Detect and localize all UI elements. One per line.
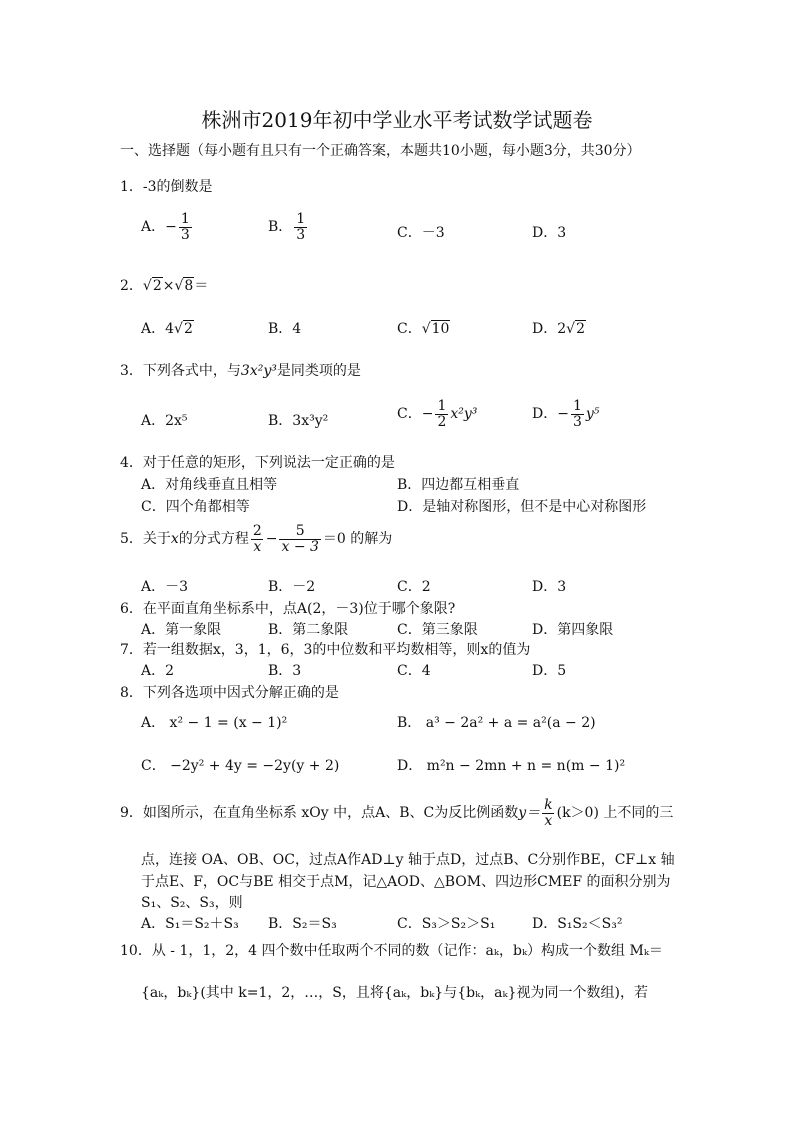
question-2-option-c [397, 318, 450, 338]
denominator: 2 [437, 413, 447, 430]
math-expression: 3x²y³ [240, 363, 277, 379]
question-2-stem [120, 275, 208, 295]
question-9-line-2: 点，连接 OA、OB、OC，过点A作AD⊥y 轴于点D，过点B、C分别作BE，CF⊥x 轴 [141, 852, 675, 868]
question-9-line-4: S₁、S₂、S₃，则 [141, 895, 243, 911]
section-heading: 一、选择题（每小题有且只有一个正确答案，本题共10小题，每小题3分，共30分） [120, 143, 641, 159]
sqrt-expression: √10 [421, 321, 450, 337]
denominator: x − 3 [281, 538, 319, 555]
denominator: 3 [296, 226, 306, 243]
stem-text: (k＞0) 上不同的三 [556, 805, 674, 822]
question-6-option-c: C．第三象限 [397, 622, 478, 638]
fraction [294, 212, 307, 242]
option-label: D． [532, 406, 558, 423]
question-7-option-c: C．4 [397, 663, 431, 679]
fraction [251, 524, 264, 554]
question-3-option-a: A．2x⁵ [141, 413, 188, 429]
question-5-stem [120, 524, 392, 554]
minus-sign: − [557, 406, 569, 423]
variable: x [170, 531, 179, 548]
denominator: 3 [180, 226, 190, 243]
times-sign: × [162, 278, 175, 294]
math-expression: y⁵ [585, 406, 600, 423]
question-4-stem: 4．对于任意的矩形，下列说法一定正确的是 [120, 455, 395, 471]
numerator: 1 [437, 398, 447, 414]
option-label: C． [397, 406, 422, 423]
equals-sign: ＝ [194, 278, 209, 294]
minus-sign: − [421, 406, 434, 423]
option-label: C． [397, 321, 422, 337]
stem-text: 9．如图所示，在直角坐标系 xOy 中，点A、B、C为反比例函数 [120, 805, 519, 822]
question-5-option-b: B．－2 [268, 579, 316, 595]
question-7-option-a: A．2 [141, 663, 175, 679]
math-expression: x²y³ [450, 406, 478, 423]
numerator: 2 [252, 523, 262, 539]
question-7-option-b: B．3 [268, 663, 302, 679]
sqrt-expression: √8 [174, 278, 194, 294]
sqrt-expression: √2 [174, 321, 193, 337]
question-1-option-d: D．3 [532, 225, 567, 241]
denominator: x [544, 812, 553, 829]
question-4-option-a: A．对角线垂直且相等 [141, 477, 278, 493]
numerator: 1 [296, 211, 306, 227]
option-label: B． [268, 219, 293, 236]
option-label: A． [141, 219, 166, 236]
stem-text: ＝0 的解为 [322, 531, 393, 548]
option-label: A．4 [141, 321, 175, 337]
fraction [542, 798, 554, 828]
radicand: 8 [184, 278, 194, 294]
question-4-option-c: C．四个角都相等 [141, 499, 250, 515]
question-6-stem: 6．在平面直角坐标系中，点A(2，－3)位于哪个象限? [120, 601, 456, 617]
stem-text: 3．下列各式中，与 [120, 363, 241, 379]
question-3-option-c [397, 399, 477, 429]
stem-text: 是同类项的是 [276, 363, 361, 379]
question-2-option-b: B．4 [268, 321, 302, 337]
question-8-option-c: C． −2y² + 4y = −2y(y + 2) [141, 758, 340, 774]
question-9-option-c: C．S₃＞S₂＞S₁ [397, 916, 496, 932]
question-7-stem: 7．若一组数据x，3，1，6，3的中位数和平均数相等，则x的值为 [120, 642, 531, 658]
math-expression: y＝ [518, 805, 541, 822]
denominator: x [253, 538, 262, 555]
minus-sign: − [265, 531, 278, 548]
question-2-option-d [532, 318, 586, 338]
question-6-option-d: D．第四象限 [532, 622, 614, 638]
numerator: 5 [295, 523, 305, 539]
question-3-option-b: B．3x³y² [268, 413, 329, 429]
fraction [279, 524, 320, 554]
radicand: 2 [152, 278, 162, 294]
question-5-option-c: C．2 [397, 579, 431, 595]
question-9-option-a: A．S₁＝S₂＋S₃ [141, 916, 239, 932]
question-8-option-a: A． x² − 1 = (x − 1)² [141, 715, 288, 731]
question-9-line-1 [120, 798, 673, 828]
question-9-line-3: 于点E、F，OC与BE 相交于点M，记△AOD、△BOM、四边形CMEF 的面积分别为 [141, 874, 671, 890]
radicand: 10 [431, 321, 450, 337]
question-3-stem [120, 360, 361, 380]
question-6-option-b: B．第二象限 [268, 622, 349, 638]
question-4-option-b: B．四边都互相垂直 [397, 477, 520, 493]
question-1-stem: 1．-3的倒数是 [120, 179, 213, 195]
question-8-option-b: B． a³ − 2a² + a = a²(a − 2) [397, 715, 596, 731]
question-10-line-1: 10．从 - 1，1，2，4 四个数中任取两个不同的数（记作：aₖ，bₖ）构成一个数组 Mₖ＝ [120, 943, 663, 959]
numerator: k [544, 797, 553, 813]
numerator: 1 [572, 398, 582, 414]
question-5-option-a: A．－3 [141, 579, 189, 595]
question-4-option-d: D．是轴对称图形，但不是中心对称图形 [397, 499, 647, 515]
question-6-option-a: A．第一象限 [141, 622, 222, 638]
fraction [179, 212, 192, 242]
question-1-option-a [141, 212, 194, 242]
sqrt-expression: √2 [142, 278, 162, 294]
question-1-option-b [268, 212, 309, 242]
sqrt-expression: √2 [566, 321, 585, 337]
question-3-option-d [532, 399, 599, 429]
fraction [571, 399, 584, 429]
minus-sign: − [165, 219, 177, 236]
question-1-option-c: C．－3 [397, 225, 445, 241]
radicand: 2 [576, 321, 585, 337]
stem-text: 的分式方程 [178, 531, 249, 548]
denominator: 3 [572, 413, 582, 430]
question-2-option-a [141, 318, 194, 338]
question-8-stem: 8．下列各选项中因式分解正确的是 [120, 685, 339, 701]
question-7-option-d: D．5 [532, 663, 567, 679]
question-10-line-2: {aₖ，bₖ}(其中 k=1，2，…，S，且将{aₖ，bₖ}与{bₖ，aₖ}视为同一个数组)，若 [141, 985, 648, 1001]
question-9-option-b: B．S₂＝S₃ [268, 916, 337, 932]
question-number: 2． [120, 278, 143, 294]
radicand: 2 [183, 321, 193, 337]
fraction [435, 399, 448, 429]
numerator: 1 [180, 211, 190, 227]
stem-text: 5．关于 [120, 531, 171, 548]
question-9-option-d: D．S₁S₂＜S₃² [532, 916, 623, 932]
option-label: D．2 [532, 321, 567, 337]
page-title: 株洲市2019年初中学业水平考试数学试题卷 [201, 108, 593, 132]
question-8-option-d: D． m²n − 2mn + n = n(m − 1)² [397, 758, 626, 774]
question-5-option-d: D．3 [532, 579, 567, 595]
